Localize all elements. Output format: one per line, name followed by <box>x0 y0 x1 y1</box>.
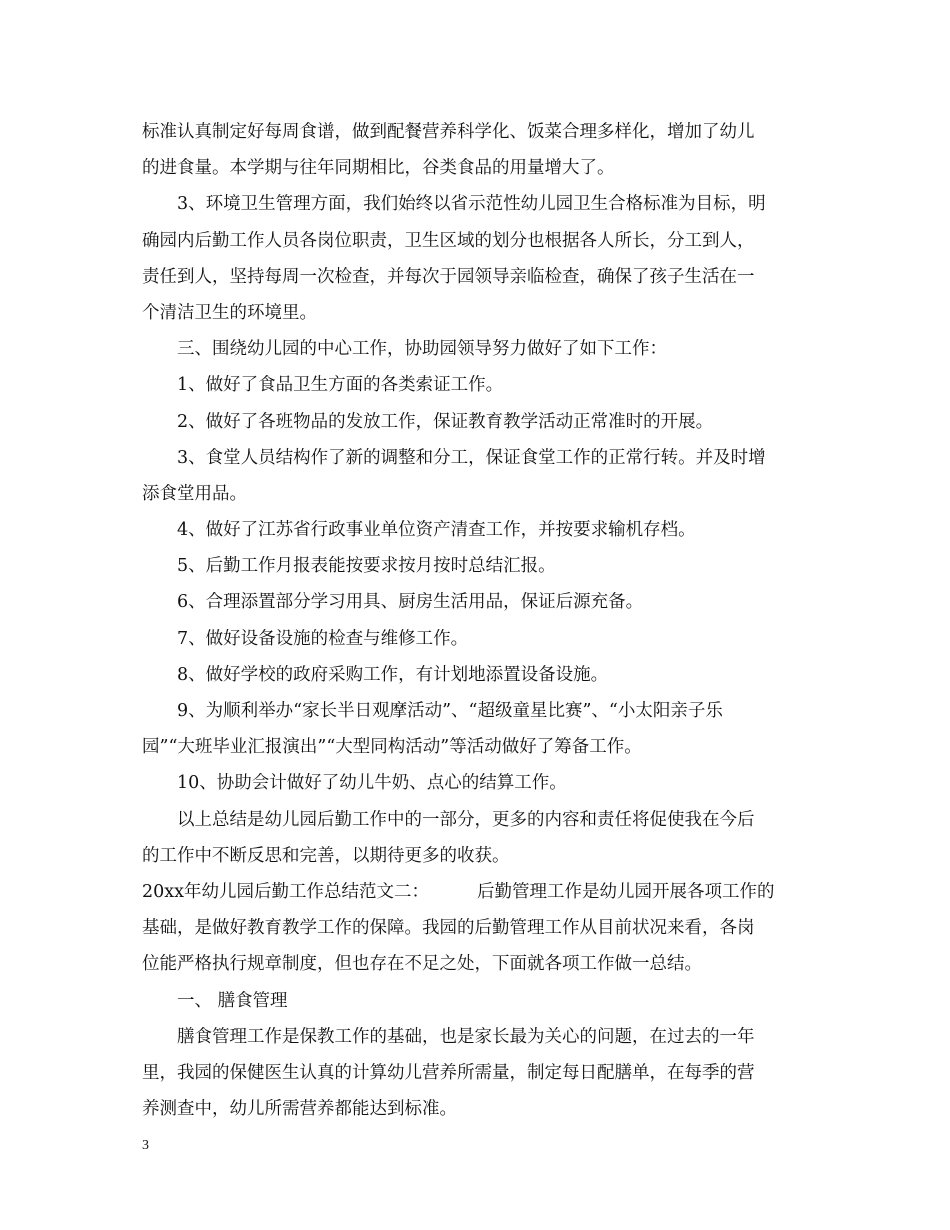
text-line: 责任到人，坚持每周一次检查，并每次于园领导亲临检查，确保了孩子生活在一 <box>142 266 755 287</box>
text-line: 标准认真制定好每周食谱，做到配餐营养科学化、饭菜合理多样化，增加了幼儿 <box>142 122 755 142</box>
text-line: 8、做好学校的政府采购工作，有计划地添置设备设施。 <box>177 664 609 685</box>
text-line: 膳食管理工作是保教工作的基础，也是家长最为关心的问题，在过去的一年 <box>177 1026 755 1047</box>
text-line: 3、环境卫生管理方面，我们始终以省示范性幼儿园卫生合格标准为目标，明 <box>177 194 766 215</box>
text-line: 4、做好了江苏省行政事业单位资产清查工作，并按要求输机存档。 <box>177 520 696 541</box>
essay-heading-line <box>142 874 808 910</box>
paragraphs-part-one <box>142 114 808 874</box>
text-line: 三、围绕幼儿园的中心工作，协助园领导努力做好了如下工作： <box>177 339 667 360</box>
text-line: 10、协助会计做好了幼儿牛奶、点心的结算工作。 <box>177 773 567 794</box>
essay-heading-title: 20xx年幼儿园后勤工作总结范文二： <box>142 881 430 902</box>
text-line: 位能严格执行规章制度，但也存在不足之处，下面就各项工作做一总结。 <box>142 954 702 975</box>
page-number: 3 <box>142 1138 149 1153</box>
text-line: 6、合理添置部分学习用具、厨房生活用品，保证后源充备。 <box>177 592 644 613</box>
text-line: 一、 膳食管理 <box>177 990 288 1011</box>
text-line: 2、做好了各班物品的发放工作，保证教育教学活动正常准时的开展。 <box>177 411 714 432</box>
text-line: 的进食量。本学期与往年同期相比，谷类食品的用量增大了。 <box>142 158 615 179</box>
text-line: 基础，是做好教育教学工作的保障。我园的后勤管理工作从目前状况来看，各岗 <box>142 918 755 939</box>
text-line: 1、做好了食品卫生方面的各类索证工作。 <box>177 375 504 396</box>
document-body <box>142 114 808 1127</box>
text-line: 养测查中，幼儿所需营养都能达到标准。 <box>142 1099 457 1120</box>
text-line: 园”“大班毕业汇报演出”“大型同构活动”等活动做好了筹备工作。 <box>142 737 642 758</box>
text-line: 添食堂用品。 <box>142 483 247 504</box>
essay-heading-opening: 后勤管理工作是幼儿园开展各项工作的 <box>477 881 775 902</box>
text-line: 5、后勤工作月报表能按要求按月按时总结汇报。 <box>177 556 556 577</box>
text-line: 9、为顺利举办“家长半日观摩活动”、“超级童星比赛”、“小太阳亲子乐 <box>177 701 723 721</box>
text-line: 个清洁卫生的环境里。 <box>142 302 317 323</box>
text-line: 确园内后勤工作人员各岗位职责，卫生区域的划分也根据各人所长，分工到人， <box>142 230 755 251</box>
text-line: 7、做好设备设施的检查与维修工作。 <box>177 628 469 649</box>
paragraphs-part-two <box>142 910 808 1127</box>
text-line: 以上总结是幼儿园后勤工作中的一部分，更多的内容和责任将促使我在今后 <box>177 809 755 830</box>
text-line: 3、食堂人员结构作了新的调整和分工，保证食堂工作的正常行转。并及时增 <box>177 447 766 468</box>
text-line: 的工作中不断反思和完善，以期待更多的收获。 <box>142 845 510 866</box>
text-line: 里，我园的保健医生认真的计算幼儿营养所需量，制定每日配膳单，在每季的营 <box>142 1062 755 1083</box>
